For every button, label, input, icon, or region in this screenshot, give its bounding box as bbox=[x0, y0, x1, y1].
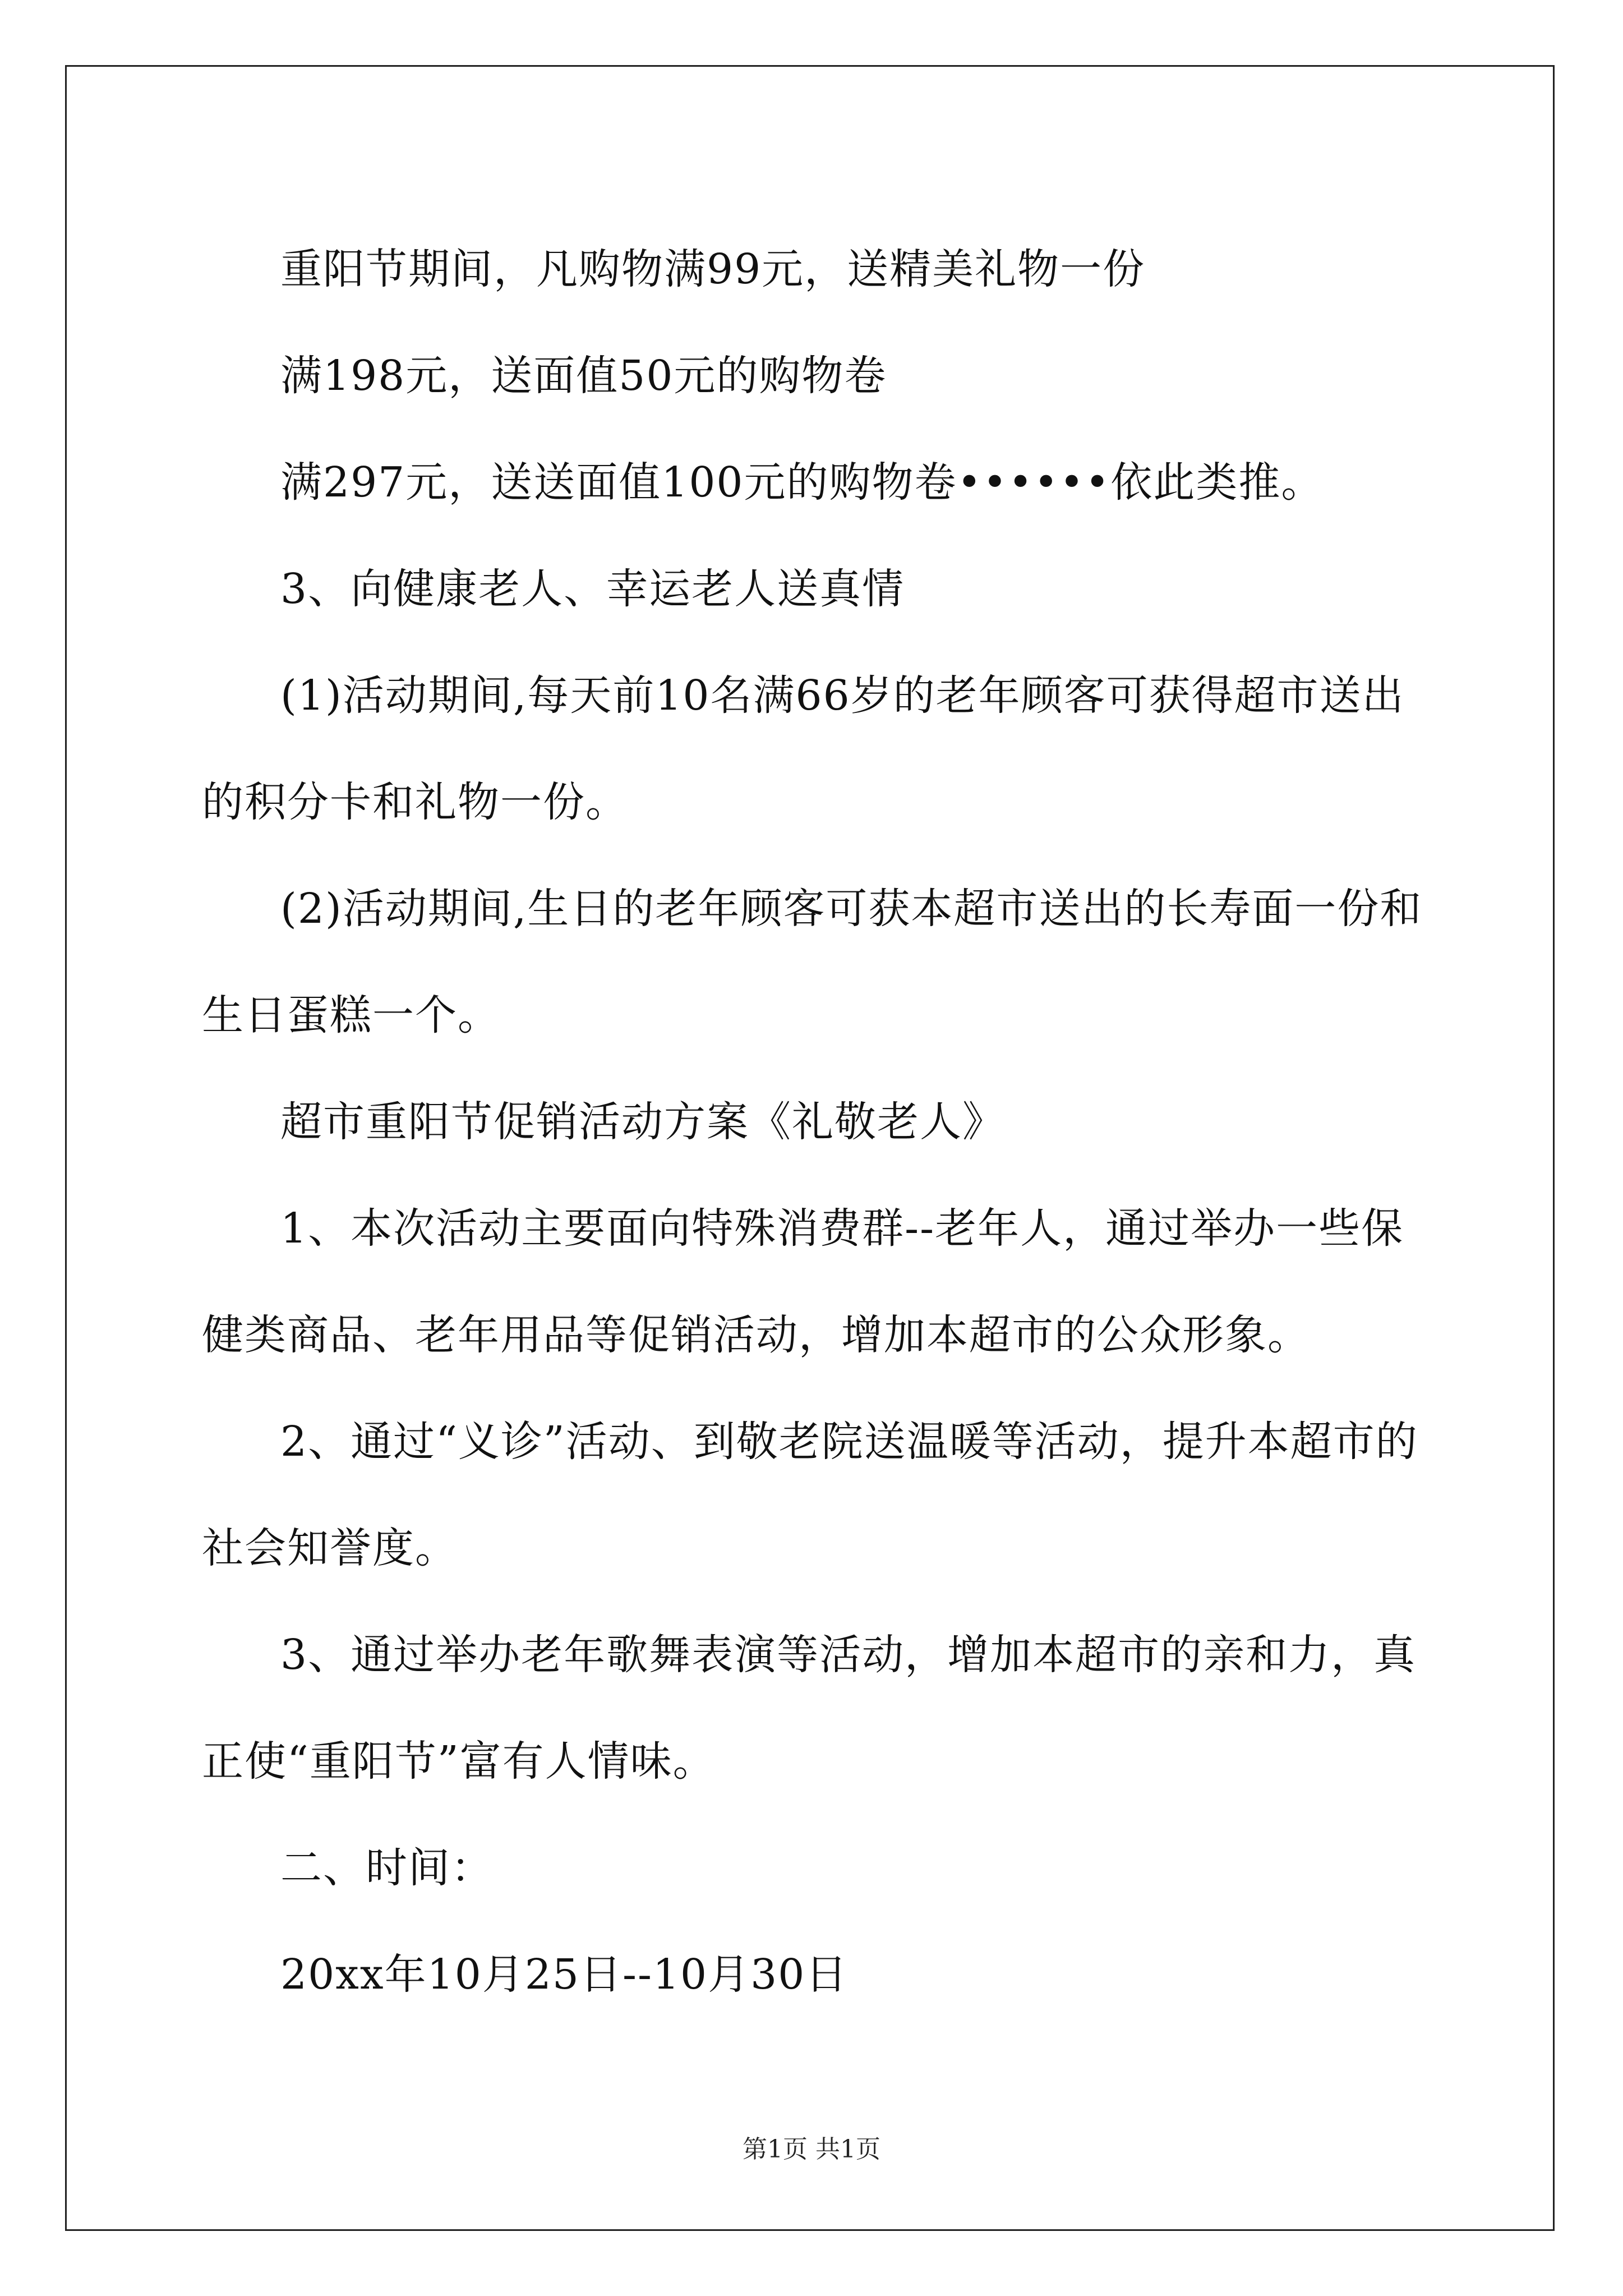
paragraph: 重阳节期间，凡购物满99元，送精美礼物一份 bbox=[280, 245, 1146, 293]
paragraph: 20xx年10月25日--10月30日 bbox=[280, 1950, 849, 1999]
paragraph: (1)活动期间,每天前10名满66岁的老年顾客可获得超市送出的积分卡和礼物一份。 bbox=[202, 671, 1405, 826]
paragraph: 3、通过举办老年歌舞表演等活动，增加本超市的亲和力，真正使“重阳节”富有人情味。 bbox=[202, 1631, 1417, 1786]
paragraph: 1、本次活动主要面向特殊消费群--老年人，通过举办一些保健类商品、老年用品等促销活动，增加本超市的公众形象。 bbox=[202, 1204, 1404, 1359]
paragraph: 满297元，送送面值100元的购物卷••••••依此类推。 bbox=[280, 458, 1324, 507]
paragraph: (2)活动期间,生日的老年顾客可获本超市送出的长寿面一份和生日蛋糕一个。 bbox=[202, 885, 1423, 1039]
paragraph: 3、向健康老人、幸运老人送真情 bbox=[280, 565, 905, 613]
section-heading: 二、时间： bbox=[280, 1844, 494, 1892]
paragraph: 2、通过“义诊”活动、到敬老院送温暖等活动，提升本超市的社会知誉度。 bbox=[202, 1418, 1418, 1572]
page-footer: 第1页 共1页 bbox=[743, 2135, 880, 2164]
paragraph: 满198元，送面值50元的购物卷 bbox=[280, 352, 887, 400]
section-heading: 超市重阳节促销活动方案《礼敬老人》 bbox=[280, 1098, 1005, 1146]
document-body bbox=[202, 216, 1436, 2028]
